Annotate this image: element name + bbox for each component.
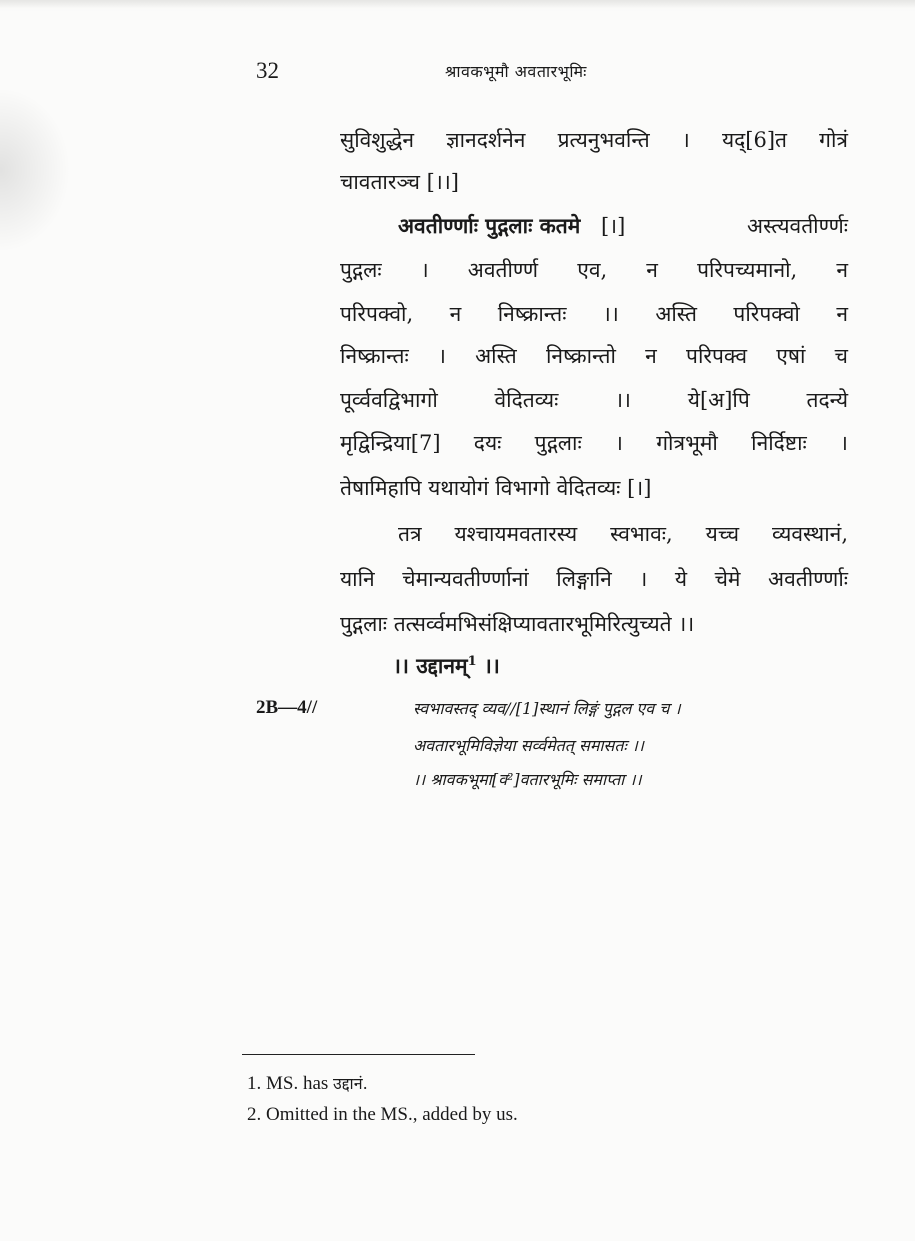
uddana-heading-text: ।। उद्दानम् xyxy=(393,653,468,678)
footnote xyxy=(247,1104,518,1126)
uddana-heading xyxy=(393,652,500,680)
footnote-label: 2. Omitted in the MS., added by us. xyxy=(247,1104,518,1125)
body-line: पुद्गलाः तत्सर्व्वमभिसंक्षिप्यावतारभूमिरित्युच्यते ।। xyxy=(340,612,695,636)
body-line: निष्क्रान्तः । अस्ति निष्क्रान्तो न परिपक्व एषां च xyxy=(340,344,848,368)
footnote-rule xyxy=(242,1054,475,1055)
bold-phrase: अवतीर्ण्णाः पुद्गलाः कतमे xyxy=(398,213,581,238)
body-line: पूर्व्ववद्विभागो वेदितव्यः ।। ये[अ]पि तदन्ये xyxy=(340,388,848,412)
footnote xyxy=(247,1072,368,1095)
body-line: चावतारञ्च [।।] xyxy=(340,170,459,194)
footnote-label: 1. MS. has xyxy=(247,1073,329,1094)
body-line: तत्र यश्चायमवतारस्य स्वभावः, यच्च व्यवस्थानं, xyxy=(398,522,848,546)
body-line: तेषामिहापि यथायोगं विभागो वेदितव्यः [।] xyxy=(340,476,652,500)
body-line: पुद्गलः । अवतीर्ण्ण एव, न परिपच्यमानो, न xyxy=(340,258,848,282)
verse-line: स्वभावस्तद् व्यव//[1]स्थानं लिङ्गं पुद्गल एव च । xyxy=(413,699,681,718)
uddana-heading-end: ।। xyxy=(483,653,500,678)
body-line xyxy=(398,212,848,240)
bold-suffix: [।] xyxy=(600,214,626,238)
running-title: श्रावकभूमौ अवतारभूमिः xyxy=(445,62,587,81)
body-line-tail: अस्त्यवतीर्ण्णः xyxy=(747,214,848,238)
body-line: मृद्विन्द्रिया[7] दयः पुद्गलाः । गोत्रभूमौ निर्दिष्टाः । xyxy=(340,431,848,455)
page-number: 32 xyxy=(256,58,279,83)
body-line: यानि चेमान्यवतीर्ण्णानां लिङ्गानि । ये चेमे अवतीर्ण्णाः xyxy=(340,567,848,591)
body-line: सुविशुद्धेन ज्ञानदर्शनेन प्रत्यनुभवन्ति । यद्[6]त गोत्रं xyxy=(340,128,848,152)
page-edge xyxy=(0,0,915,8)
verse-line: अवतारभूमिविज्ञेया सर्व्वमेतत् समासतः ।। xyxy=(413,736,644,755)
manuscript-folio-ref: 2B—4// xyxy=(256,697,318,718)
footnote-devanagari: उद्दानं. xyxy=(333,1074,368,1093)
body-line: परिपक्वो, न निष्क्रान्तः ।। अस्ति परिपक्वो न xyxy=(340,302,848,326)
verse-line: ।। श्रावकभूमा[व²]वतारभूमिः समाप्ता ।। xyxy=(413,770,642,789)
footnote-marker: 1 xyxy=(467,654,477,669)
